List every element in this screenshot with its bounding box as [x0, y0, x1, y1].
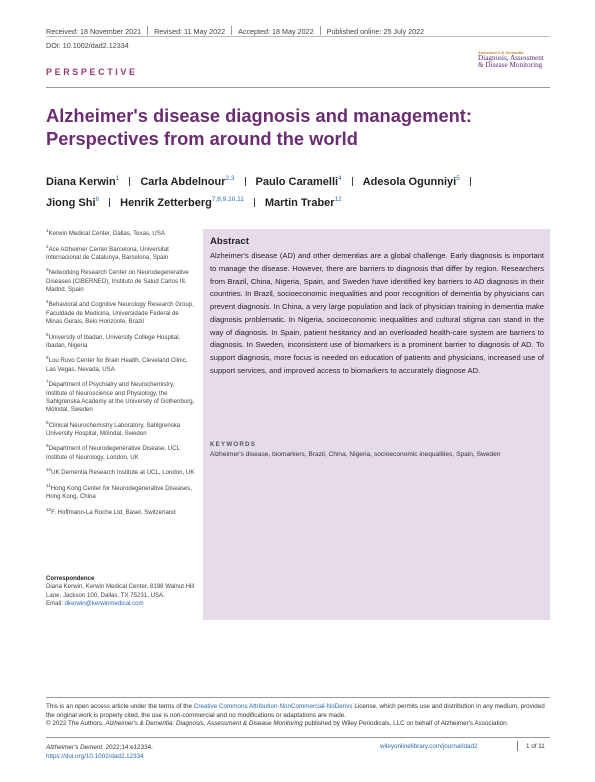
- abstract-heading: Abstract: [210, 236, 249, 247]
- affiliation-ref: 6: [95, 196, 100, 203]
- affiliation-ref: 7,8,9,10,11: [211, 196, 244, 203]
- journal-logo: [478, 50, 550, 70]
- author-list: [46, 170, 556, 212]
- affiliation: $^3$Networking Research Center on Neurodegenerative Diseases (CIBERNED), Instituto de Salud Carlos III, Madrid, Spain: [46, 267, 189, 293]
- affiliation: $^1$Kerwin Medical Center, Dallas, Texas, USA: [46, 228, 165, 238]
- affiliation: $^{11}$Hong Kong Center for Neurodegenerative Diseases, Hong Kong, China: [46, 482, 193, 501]
- email-link[interactable]: dkerwin@kerwinmedical.com: [64, 599, 144, 607]
- affiliation: $^2$Ace Alzheimer Center Barcelona, Universitat Internacional de Catalunya, Barcelona, Spain: [46, 243, 169, 261]
- license-notice: This is an open access article under the terms of the Creative Commons Attribution-NonCommercial-NoDerivs License, which permits use and distribution in any medium, provided the original work is properly cited, the use is non-commercial and no modifications or adaptations are made. © 2022 The Authors. Alzheimer's & Dementia: Diagnosis, Assessment & Disease Monitoring published by Wiley Periodicals, LLC on behalf of Alzheimer's Association.: [46, 703, 545, 728]
- logo-line-2: & Disease Monitoring: [478, 61, 543, 70]
- affiliation: $^9$Department of Neurodegenerative Disease, UCL Institute of Neurology, London, UK: [46, 443, 180, 461]
- author[interactable]: Diana Kerwin$^1$: [46, 175, 120, 188]
- citation-journal: Alzheimer's Dement.: [46, 744, 104, 751]
- publication-dates: [46, 26, 424, 36]
- author[interactable]: Paulo Caramelli$^4$: [255, 175, 342, 188]
- correspondence: [46, 575, 196, 608]
- section-label: PERSPECTIVE: [46, 67, 138, 77]
- article-title: Alzheimer's disease diagnosis and management: Perspectives from around the world: [46, 105, 472, 149]
- license-link[interactable]: Creative Commons Attribution-NonCommercial-NoDerivs: [193, 703, 353, 710]
- keywords-heading: KEYWORDS: [210, 441, 257, 448]
- affiliation: $^4$Behavioral and Cognitive Neurology Research Group, Faculdade de Medicina, Universidade Federal de Minas Gerais, Belo Horizonte, Brazil: [46, 299, 194, 326]
- header-divider: [46, 36, 550, 37]
- logo-tagline: Alzheimer's & Dementia: [478, 50, 524, 55]
- section-divider: [46, 87, 550, 88]
- author[interactable]: Henrik Zetterberg$^{7,8,9,10,11}$: [120, 196, 244, 209]
- author[interactable]: Martin Traber$^{12}$: [264, 196, 342, 209]
- affiliation-ref: 12: [334, 196, 342, 203]
- author[interactable]: Jiong Shi$^6$: [46, 196, 100, 209]
- footer-divider: [46, 697, 550, 698]
- keywords-text: Alzheimer's disease, biomarkers, Brazil, China, Nigeria, socioeconomic inequalities, Spain, Sweden: [210, 451, 501, 458]
- accepted-date: Accepted: 18 May 2022: [238, 27, 314, 36]
- footer-separator: [517, 741, 518, 751]
- affiliation-ref: 1: [115, 175, 120, 182]
- author[interactable]: Carla Abdelnour$^{2,3}$: [140, 175, 235, 188]
- correspondence-address: Diana Kerwin, Kerwin Medical Center, 8198 Walnut Hill Lane, Jackson 100, Dallas, TX 75231, USA.: [46, 583, 195, 599]
- page-number: 1 of 11: [526, 743, 545, 750]
- citation-doi-link[interactable]: https://doi.org/10.1002/dad2.12334: [46, 753, 144, 760]
- logo-line-1: Diagnosis, Assessment: [478, 54, 544, 62]
- affiliation: $^{12}$F. Hoffmann-La Roche Ltd, Basel, Switzerland: [46, 506, 176, 516]
- article-doi[interactable]: DOI: 10.1002/dad2.12334: [46, 41, 129, 50]
- abstract-text: Alzheimer's disease (AD) and other dementias are a global challenge. Early diagnosis is important to manage the disease. However, there are barriers to diagnosis that differ by region. Researchers from Brazil, China, Nigeria, Spain, and Sweden have identified key barriers to AD diagnosis in their countries. In Brazil, socioeconomic inequalities and poor recognition of dementia by physicians can prevent diagnosis. In China, a very large population and lack of physician training in dementia make diagnosis problematic. In Nigeria, socioeconomic inequalities and cultural stigma can stand in the way of diagnosis. In Spain, patient hesitancy and an overloaded health-care system are barriers to diagnosis. In Sweden, inconsistent use of biomarkers is a prominent barrier to diagnosis of AD. To support diagnosis, more focus is needed on education of patients and physicians, increased use of support services, and improved access to biomarkers to accurately diagnose AD.: [210, 251, 544, 375]
- affiliation: $^6$Lou Ruvo Center for Brain Health, Cleveland Clinic, Las Vegas, Nevada, USA: [46, 355, 188, 373]
- email-label: Email:: [46, 599, 63, 607]
- published-date: Published online: 25 July 2022: [326, 27, 425, 36]
- affiliation: $^5$University of Ibadan, University College Hospital, Ibadan, Nigeria: [46, 331, 181, 349]
- journal-name: Alzheimer's & Dementia: Diagnosis, Assessment & Disease Monitoring: [105, 720, 303, 728]
- affiliation-ref: 5: [456, 175, 460, 182]
- journal-site-link[interactable]: wileyonlinelibrary.com/journal/dad2: [380, 743, 478, 750]
- received-date: Received: 18 November 2021: [46, 27, 142, 36]
- footer-divider-2: [46, 737, 550, 738]
- citation: Alzheimer's Dement. 2022;14:e12334. https://doi.org/10.1002/dad2.12334: [46, 744, 153, 760]
- affiliations: [46, 227, 196, 521]
- affiliation: $^7$Department of Psychiatry and Neurochemistry, Institute of Neuroscience and Physiology, the Sahlgrenska Academy at the University of Gothenburg, Mölndal, Sweden: [46, 379, 195, 414]
- correspondence-heading: Correspondence: [46, 575, 95, 582]
- affiliation-ref: 4: [338, 175, 342, 182]
- revised-date: Revised: 11 May 2022: [154, 27, 226, 36]
- author[interactable]: Adesola Ogunniyi$^5$: [362, 175, 460, 188]
- affiliation: $^{10}$UK Dementia Research Institute at UCL, London, UK: [46, 467, 195, 477]
- affiliation: $^8$Clinical Neurochemistry Laboratory, Sahlgrenska University Hospital, Mölndal, Sweden: [46, 419, 181, 437]
- affiliation-ref: 2,3: [225, 175, 235, 182]
